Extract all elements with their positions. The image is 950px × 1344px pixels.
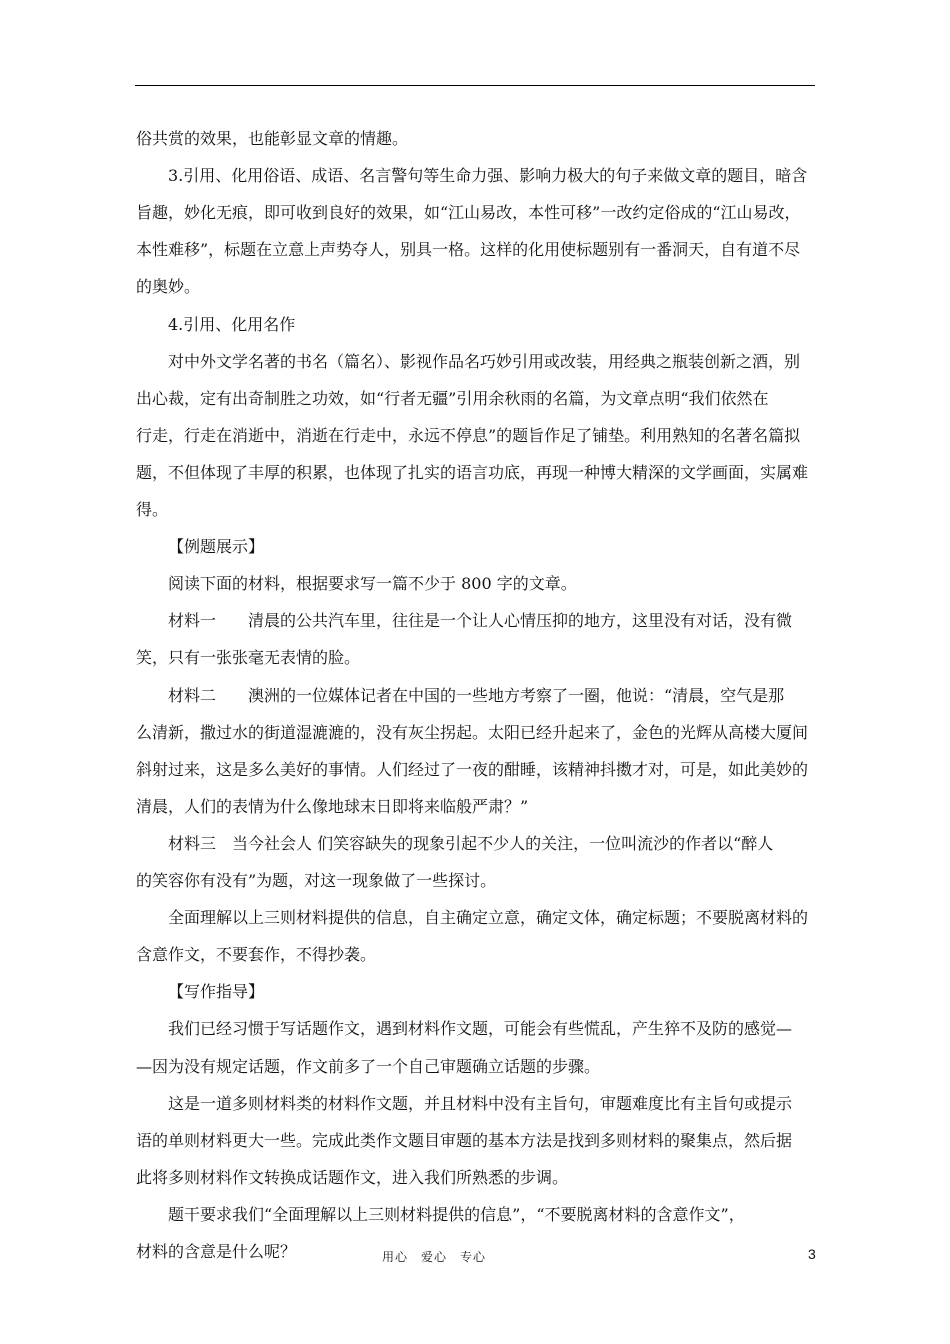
text-line: 材料的含意是什么呢？ — [136, 1242, 297, 1261]
text-line: 含意作文，不要套作，不得抄袭。 — [136, 945, 377, 965]
text-line: 此将多则材料作文转换成话题作文，进入我们所熟悉的步调。 — [136, 1167, 569, 1187]
text-line: 材料三 当今社会人 们笑容缺失的现象引起不少人的关注，一位叫流沙的作者以“醉人 — [168, 833, 774, 853]
text-line: 俗共赏的效果，也能彰显文章的情趣。 — [136, 129, 409, 148]
text-line: 么清新，撒过水的街道湿漉漉的，没有灰尘拐起。太阳已经升起来了，金色的光辉从高楼大厦间 — [136, 722, 809, 742]
text-line: 的奥妙。 — [136, 277, 201, 297]
text-line: 的笑容你有没有”为题，对这一现象做了一些探讨。 — [136, 871, 497, 890]
text-line: 旨趣，妙化无痕，即可收到良好的效果，如“江山易改，本性可移”一改约定俗成的“江山易改， — [136, 203, 801, 223]
text-line: 【写作指导】 — [168, 982, 265, 1002]
text-line: 斜射过来，这是多么美好的事情。人们经过了一夜的酣睡，该精神抖擞才对，可是，如此美妙的 — [136, 759, 809, 779]
text-line: 清晨，人们的表情为什么像地球末日即将来临般严肃？” — [136, 796, 529, 816]
text-line: 笑，只有一张张毫无表情的脸。 — [136, 648, 361, 668]
text-line: 阅读下面的材料，根据要求写一篇不少于 800 字的文章。 — [168, 574, 577, 594]
text-line: 行走，行走在消逝中，消逝在行走中，永远不停息”的题旨作足了铺垫。利用熟知的名著名篇拟 — [136, 425, 801, 445]
header-rule — [135, 85, 815, 86]
text-line: 【例题展示】 — [168, 537, 265, 557]
text-line: 语的单则材料更大一些。完成此类作文题目审题的基本方法是找到多则材料的聚集点，然后据 — [136, 1130, 793, 1150]
text-line: 材料一 清晨的公共汽车里，往往是一个让人心情压抑的地方，这里没有对话，没有微 — [168, 611, 793, 631]
text-line: 这是一道多则材料类的材料作文题，并且材料中没有主旨句，审题难度比有主旨句或提示 — [168, 1093, 793, 1113]
text-line: 我们已经习惯于写话题作文，遇到材料作文题，可能会有些慌乱，产生猝不及防的感觉— — [168, 1019, 793, 1039]
text-line: 题干要求我们“全面理解以上三则材料提供的信息”，“不要脱离材料的含意作文”， — [168, 1204, 745, 1224]
text-line: 得。 — [136, 500, 169, 519]
page-number: 3 — [808, 1246, 816, 1262]
text-line: —因为没有规定话题，作文前多了一个自己审题确立话题的步骤。 — [136, 1056, 601, 1076]
text-line: 对中外文学名著的书名（篇名）、影视作品名巧妙引用或改装，用经典之瓶装创新之酒，别 — [168, 351, 801, 371]
text-line: 出心裁，定有出奇制胜之功效，如“行者无疆”引用余秋雨的名篇，为文章点明“我们依然在 — [136, 388, 769, 408]
footer-slogan: 用心 爱心 专心 — [382, 1250, 487, 1264]
text-line: 题，不但体现了丰厚的积累，也体现了扎实的语言功底，再现一种博大精深的文学画面，实属难 — [136, 462, 809, 482]
text-line: 3.引用、化用俗语、成语、名言警句等生命力强、影响力极大的句子来做文章的题目，暗含 — [168, 166, 808, 186]
text-line: 材料二 澳洲的一位媒体记者在中国的一些地方考察了一圈，他说：“清晨，空气是那 — [168, 685, 785, 705]
text-line: 全面理解以上三则材料提供的信息，自主确定立意，确定文体，确定标题；不要脱离材料的 — [168, 908, 809, 928]
text-line: 本性难移”，标题在立意上声势夺人，别具一格。这样的化用使标题别有一番洞天，自有道不尽 — [136, 240, 801, 260]
text-line: 4.引用、化用名作 — [168, 314, 296, 334]
